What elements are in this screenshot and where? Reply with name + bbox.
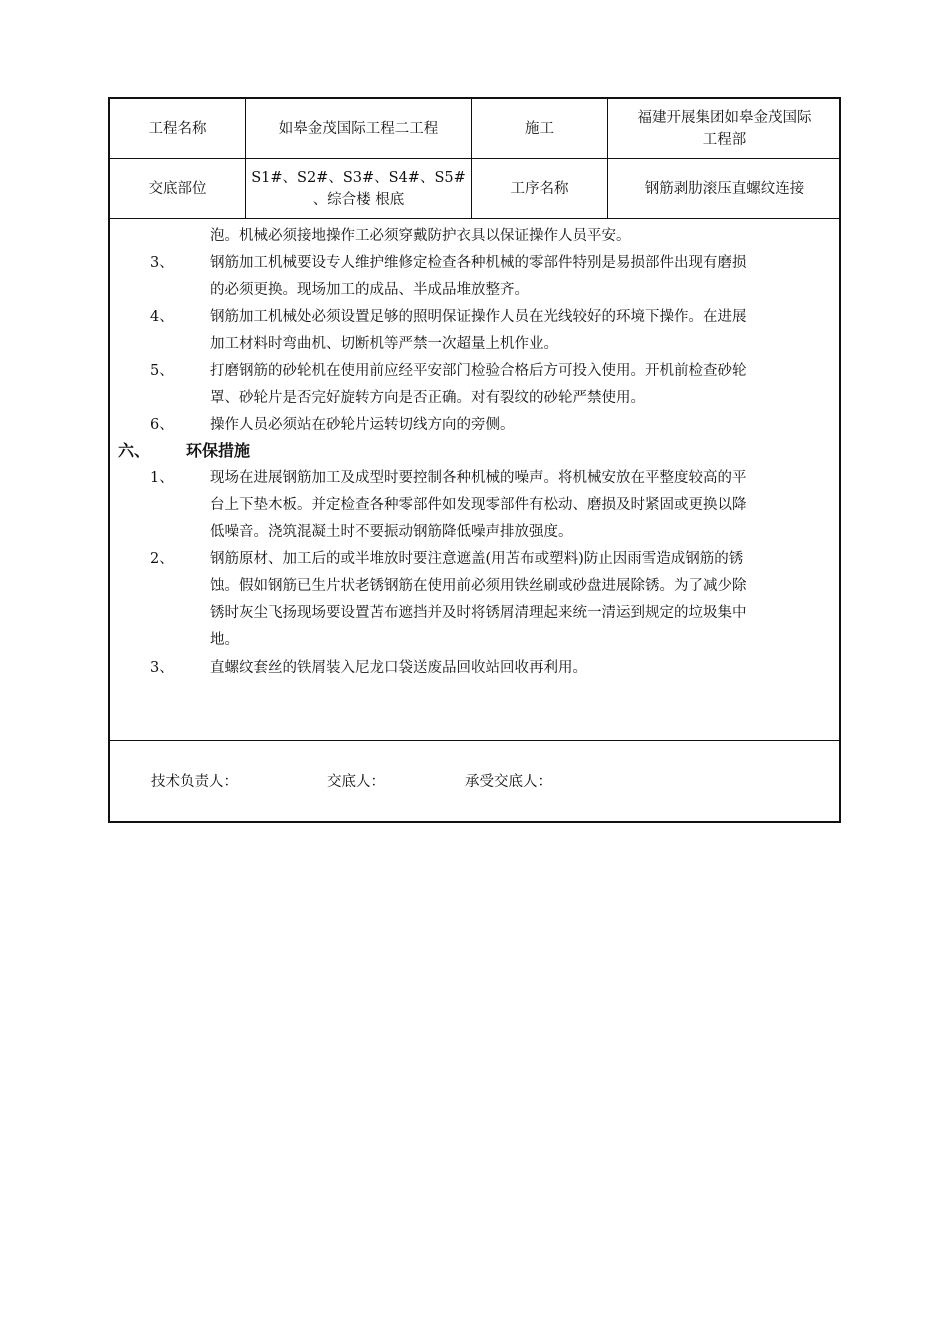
safety-item-line: 的必须更换。现场加工的成品、半成品堆放整齐。 <box>210 282 529 298</box>
process-value-text: 钢筋剥肋滚压直螺纹连接 <box>644 180 805 197</box>
construction-value <box>608 99 841 158</box>
receiver-label: 承受交底人： <box>465 774 552 790</box>
safety-item-line: 钢筋加工机械处必须设置足够的照明保证操作人员在光线较好的环境下操作。在进展 <box>210 309 747 325</box>
safety-item-number: 4、 <box>150 309 174 325</box>
env-item-line: 锈时灰尘飞扬现场要设置苫布遮挡并及时将锈屑清理起来统一清运到规定的垃圾集中 <box>210 605 747 621</box>
project-name-label <box>110 99 245 158</box>
project-name-value <box>246 99 471 158</box>
row-divider <box>110 218 839 219</box>
process-label-text: 工序名称 <box>510 180 569 197</box>
safety-item-line: 加工材料时弯曲机、切断机等严禁一次超量上机作业。 <box>210 336 558 352</box>
presenter-label: 交底人： <box>327 774 385 790</box>
construction-label <box>472 99 607 158</box>
project-name-value-text: 如皋金茂国际工程二工程 <box>278 120 439 137</box>
safety-item-number: 6、 <box>150 417 174 433</box>
continued-line: 泡。机械必须接地操作工必须穿戴防护衣具以保证操作人员平安。 <box>210 228 631 244</box>
safety-item-line: 罩、砂轮片是否完好旋转方向是否正确。对有裂纹的砂轮严禁使用。 <box>210 390 645 406</box>
tech-lead-label: 技术负责人： <box>151 774 238 790</box>
env-item-line: 地。 <box>210 632 239 648</box>
safety-item-number: 5、 <box>150 363 174 379</box>
location-value <box>246 159 471 218</box>
safety-item-line: 打磨钢筋的砂轮机在使用前应经平安部门检验合格后方可投入使用。开机前检查砂轮 <box>210 363 747 379</box>
process-value <box>608 159 841 218</box>
row-divider <box>110 740 839 741</box>
env-item-line: 钢筋原材、加工后的或半堆放时要注意遮盖(用苫布或塑料)防止因雨雪造成钢筋的锈 <box>210 551 744 567</box>
location-label <box>110 159 245 218</box>
safety-item-line: 操作人员必须站在砂轮片运转切线方向的旁侧。 <box>210 417 515 433</box>
env-item-number: 3、 <box>150 660 174 676</box>
env-item-line: 直螺纹套丝的铁屑装入尼龙口袋送废品回收站回收再利用。 <box>210 660 587 676</box>
env-item-line: 台上下垫木板。并定检查各种零部件如发现零部件有松动、磨损及时紧固或更换以降 <box>210 497 747 513</box>
construction-value-line: 工程部 <box>702 131 747 148</box>
project-name-label-text: 工程名称 <box>148 120 207 137</box>
location-value-line: 、综合楼 根底 <box>312 191 405 208</box>
safety-item-line: 钢筋加工机械要设专人维护维修定检查各种机械的零部件特别是易损部件出现有磨损 <box>210 255 747 271</box>
process-label <box>472 159 607 218</box>
location-label-text: 交底部位 <box>148 180 207 197</box>
env-item-line: 现场在进展钢筋加工及成型时要控制各种机械的噪声。将机械安放在平整度较高的平 <box>210 470 747 486</box>
env-item-number: 2、 <box>150 551 174 567</box>
section-title: 环保措施 <box>186 441 251 460</box>
env-item-line: 低噪音。浇筑混凝土时不要振动钢筋降低噪声排放强度。 <box>210 524 573 540</box>
env-item-number: 1、 <box>150 470 174 486</box>
location-value-line: S1#、S2#、S3#、S4#、S5# <box>251 169 466 186</box>
section-number: 六、 <box>118 441 151 460</box>
construction-label-text: 施工 <box>525 120 554 137</box>
env-item-line: 蚀。假如钢筋已生片状老锈钢筋在使用前必须用铁丝刷或砂盘进展除锈。为了减少除 <box>210 578 747 594</box>
safety-item-number: 3、 <box>150 255 174 271</box>
construction-value-line: 福建开展集团如皋金茂国际 <box>637 109 812 126</box>
